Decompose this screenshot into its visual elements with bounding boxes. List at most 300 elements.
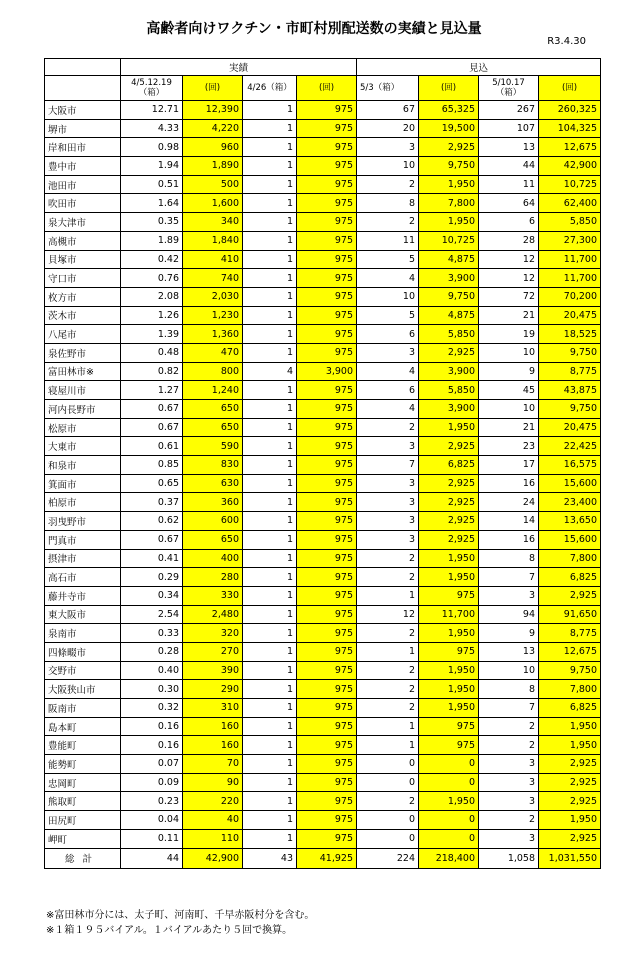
- table-row: [45, 680, 601, 699]
- cell-c4: 975: [297, 437, 357, 456]
- cell-c8: 91,650: [539, 605, 601, 624]
- cell-c3: 1: [243, 400, 297, 419]
- cell-c7: 16: [479, 530, 539, 549]
- cell-c4: 975: [297, 512, 357, 531]
- cell-c6: 11,700: [419, 605, 479, 624]
- cell-c5: 0: [357, 811, 419, 830]
- municipality-name: 泉佐野市: [45, 343, 121, 362]
- cell-c8: 104,325: [539, 119, 601, 138]
- table-row: [45, 493, 601, 512]
- cell-c8: 18,525: [539, 325, 601, 344]
- municipality-name: 岬町: [45, 829, 121, 848]
- cell-c5: 1: [357, 642, 419, 661]
- table-row: [45, 586, 601, 605]
- cell-c7: 3: [479, 773, 539, 792]
- cell-c6: 218,400: [419, 848, 479, 868]
- cell-c7: 21: [479, 306, 539, 325]
- cell-c3: 1: [243, 624, 297, 643]
- cell-c8: 2,925: [539, 829, 601, 848]
- cell-c1: 44: [121, 848, 183, 868]
- cell-c5: 4: [357, 400, 419, 419]
- cell-c5: 2: [357, 624, 419, 643]
- cell-c1: 0.48: [121, 343, 183, 362]
- cell-c3: 1: [243, 456, 297, 475]
- cell-c1: 0.33: [121, 624, 183, 643]
- cell-c7: 13: [479, 642, 539, 661]
- cell-c5: 4: [357, 362, 419, 381]
- cell-c3: 1: [243, 381, 297, 400]
- table-row: [45, 699, 601, 718]
- cell-c5: 2: [357, 175, 419, 194]
- cell-c7: 17: [479, 456, 539, 475]
- cell-c8: 42,900: [539, 157, 601, 176]
- cell-c4: 975: [297, 269, 357, 288]
- cell-c1: 0.16: [121, 736, 183, 755]
- header-actual: 実績: [121, 59, 357, 76]
- cell-c1: 0.51: [121, 175, 183, 194]
- cell-c6: 1,950: [419, 418, 479, 437]
- cell-c2: 590: [183, 437, 243, 456]
- cell-c1: 0.41: [121, 549, 183, 568]
- cell-c1: 0.37: [121, 493, 183, 512]
- municipality-name: 枚方市: [45, 287, 121, 306]
- municipality-name: 池田市: [45, 175, 121, 194]
- cell-c4: 975: [297, 568, 357, 587]
- cell-c2: 1,230: [183, 306, 243, 325]
- cell-c4: 975: [297, 699, 357, 718]
- cell-c2: 390: [183, 661, 243, 680]
- municipality-name: 門真市: [45, 530, 121, 549]
- cell-c2: 42,900: [183, 848, 243, 868]
- table-row: [45, 437, 601, 456]
- cell-c5: 2: [357, 549, 419, 568]
- municipality-name: 泉南市: [45, 624, 121, 643]
- cell-c5: 224: [357, 848, 419, 868]
- cell-c4: 975: [297, 605, 357, 624]
- cell-c5: 2: [357, 680, 419, 699]
- municipality-name: 藤井寺市: [45, 586, 121, 605]
- table-row: [45, 400, 601, 419]
- cell-c6: 9,750: [419, 157, 479, 176]
- cell-c2: 960: [183, 138, 243, 157]
- cell-c7: 10: [479, 400, 539, 419]
- cell-c4: 975: [297, 642, 357, 661]
- cell-c1: 0.34: [121, 586, 183, 605]
- cell-c8: 6,825: [539, 699, 601, 718]
- table-row: [45, 736, 601, 755]
- page-title: 高齢者向けワクチン・市町村別配送数の実績と見込量: [146, 21, 482, 37]
- cell-c6: 5,850: [419, 325, 479, 344]
- table-row: [45, 624, 601, 643]
- cell-c1: 1.89: [121, 231, 183, 250]
- cell-c7: 3: [479, 792, 539, 811]
- table-row: [45, 773, 601, 792]
- cell-c1: 0.40: [121, 661, 183, 680]
- cell-c3: 1: [243, 586, 297, 605]
- cell-c6: 975: [419, 736, 479, 755]
- cell-c8: 1,950: [539, 811, 601, 830]
- cell-c4: 975: [297, 381, 357, 400]
- cell-c2: 310: [183, 699, 243, 718]
- table-row: [45, 231, 601, 250]
- cell-c7: 72: [479, 287, 539, 306]
- cell-c2: 600: [183, 512, 243, 531]
- municipality-name: 大阪狭山市: [45, 680, 121, 699]
- cell-c1: 0.32: [121, 699, 183, 718]
- cell-c4: 975: [297, 773, 357, 792]
- cell-c5: 3: [357, 437, 419, 456]
- cell-c4: 975: [297, 549, 357, 568]
- cell-c6: 2,925: [419, 530, 479, 549]
- cell-c7: 94: [479, 605, 539, 624]
- cell-c8: 6,825: [539, 568, 601, 587]
- municipality-name: 大阪市: [45, 101, 121, 120]
- cell-c6: 2,925: [419, 343, 479, 362]
- header-apr-26-boxes: 4/26（箱）: [243, 76, 297, 101]
- cell-c1: 0.07: [121, 755, 183, 774]
- cell-c5: 2: [357, 418, 419, 437]
- cell-c1: 2.08: [121, 287, 183, 306]
- table-row: [45, 792, 601, 811]
- cell-c5: 10: [357, 157, 419, 176]
- cell-c5: 2: [357, 568, 419, 587]
- cell-c2: 160: [183, 736, 243, 755]
- cell-c3: 1: [243, 773, 297, 792]
- municipality-name: 和泉市: [45, 456, 121, 475]
- cell-c8: 20,475: [539, 418, 601, 437]
- cell-c5: 67: [357, 101, 419, 120]
- cell-c3: 1: [243, 811, 297, 830]
- cell-c1: 1.39: [121, 325, 183, 344]
- municipality-name: 総計: [45, 848, 121, 868]
- municipality-name: 高槻市: [45, 231, 121, 250]
- cell-c1: 0.65: [121, 474, 183, 493]
- cell-c2: 70: [183, 755, 243, 774]
- municipality-name: 茨木市: [45, 306, 121, 325]
- cell-c2: 1,360: [183, 325, 243, 344]
- cell-c2: 830: [183, 456, 243, 475]
- cell-c8: 2,925: [539, 586, 601, 605]
- cell-c3: 1: [243, 231, 297, 250]
- cell-c3: 1: [243, 250, 297, 269]
- cell-c6: 2,925: [419, 437, 479, 456]
- cell-c4: 975: [297, 680, 357, 699]
- cell-c4: 975: [297, 792, 357, 811]
- cell-c3: 4: [243, 362, 297, 381]
- cell-c2: 320: [183, 624, 243, 643]
- header-apr-5-19-boxes: 4/5.12.19（箱）: [121, 76, 183, 101]
- cell-c3: 1: [243, 755, 297, 774]
- cell-c1: 0.29: [121, 568, 183, 587]
- cell-c5: 20: [357, 119, 419, 138]
- cell-c2: 340: [183, 213, 243, 232]
- municipality-name: 岸和田市: [45, 138, 121, 157]
- table-row: [45, 381, 601, 400]
- table-row: [45, 157, 601, 176]
- cell-c5: 0: [357, 829, 419, 848]
- cell-c7: 7: [479, 699, 539, 718]
- cell-c6: 5,850: [419, 381, 479, 400]
- header-doses-3: (回): [419, 76, 479, 101]
- cell-c3: 1: [243, 175, 297, 194]
- header-doses-4: (回): [539, 76, 601, 101]
- municipality-name: 摂津市: [45, 549, 121, 568]
- cell-c8: 8,775: [539, 362, 601, 381]
- cell-c7: 8: [479, 680, 539, 699]
- cell-c7: 10: [479, 343, 539, 362]
- cell-c5: 3: [357, 530, 419, 549]
- cell-c7: 64: [479, 194, 539, 213]
- municipality-name: 泉大津市: [45, 213, 121, 232]
- cell-c3: 1: [243, 343, 297, 362]
- cell-c1: 0.28: [121, 642, 183, 661]
- cell-c6: 975: [419, 642, 479, 661]
- cell-c5: 1: [357, 586, 419, 605]
- cell-c7: 9: [479, 362, 539, 381]
- cell-c7: 10: [479, 661, 539, 680]
- header-column-row: [45, 76, 601, 101]
- cell-c3: 1: [243, 549, 297, 568]
- cell-c6: 2,925: [419, 138, 479, 157]
- cell-c6: 975: [419, 717, 479, 736]
- cell-c1: 0.11: [121, 829, 183, 848]
- table-row: [45, 549, 601, 568]
- cell-c5: 6: [357, 381, 419, 400]
- cell-c8: 1,950: [539, 736, 601, 755]
- cell-c5: 7: [357, 456, 419, 475]
- table-row: [45, 325, 601, 344]
- municipality-name: 能勢町: [45, 755, 121, 774]
- cell-c6: 4,875: [419, 306, 479, 325]
- header-group-row: [45, 59, 601, 76]
- cell-c6: 1,950: [419, 792, 479, 811]
- table-row: [45, 456, 601, 475]
- cell-c3: 1: [243, 642, 297, 661]
- header-doses-1: (回): [183, 76, 243, 101]
- cell-c4: 975: [297, 138, 357, 157]
- cell-c6: 7,800: [419, 194, 479, 213]
- cell-c7: 12: [479, 269, 539, 288]
- cell-c7: 107: [479, 119, 539, 138]
- cell-c6: 0: [419, 829, 479, 848]
- cell-c3: 1: [243, 605, 297, 624]
- cell-c1: 0.42: [121, 250, 183, 269]
- cell-c6: 0: [419, 811, 479, 830]
- cell-c8: 2,925: [539, 755, 601, 774]
- cell-c1: 0.67: [121, 400, 183, 419]
- cell-c1: 0.85: [121, 456, 183, 475]
- cell-c2: 1,890: [183, 157, 243, 176]
- cell-c4: 975: [297, 101, 357, 120]
- cell-c1: 12.71: [121, 101, 183, 120]
- cell-c5: 10: [357, 287, 419, 306]
- cell-c2: 110: [183, 829, 243, 848]
- cell-c3: 1: [243, 437, 297, 456]
- cell-c4: 975: [297, 343, 357, 362]
- cell-c6: 1,950: [419, 680, 479, 699]
- municipality-name: 阪南市: [45, 699, 121, 718]
- cell-c5: 6: [357, 325, 419, 344]
- table-row: [45, 605, 601, 624]
- cell-c8: 8,775: [539, 624, 601, 643]
- cell-c2: 650: [183, 418, 243, 437]
- cell-c6: 19,500: [419, 119, 479, 138]
- cell-c1: 1.26: [121, 306, 183, 325]
- table-row: [45, 568, 601, 587]
- cell-c2: 280: [183, 568, 243, 587]
- municipality-name: 吹田市: [45, 194, 121, 213]
- table-row: [45, 661, 601, 680]
- cell-c6: 975: [419, 586, 479, 605]
- cell-c1: 0.98: [121, 138, 183, 157]
- table-row: [45, 213, 601, 232]
- table-row: [45, 829, 601, 848]
- cell-c8: 43,875: [539, 381, 601, 400]
- cell-c1: 4.33: [121, 119, 183, 138]
- cell-c1: 0.67: [121, 530, 183, 549]
- cell-c4: 975: [297, 213, 357, 232]
- cell-c3: 1: [243, 213, 297, 232]
- total-row: [45, 848, 601, 868]
- header-may-10-17-boxes: 5/10.17（箱）: [479, 76, 539, 101]
- municipality-name: 堺市: [45, 119, 121, 138]
- cell-c1: 0.23: [121, 792, 183, 811]
- cell-c8: 7,800: [539, 680, 601, 699]
- cell-c7: 3: [479, 755, 539, 774]
- cell-c8: 7,800: [539, 549, 601, 568]
- cell-c8: 15,600: [539, 530, 601, 549]
- municipality-name: 交野市: [45, 661, 121, 680]
- cell-c3: 1: [243, 512, 297, 531]
- municipality-name: 貝塚市: [45, 250, 121, 269]
- cell-c3: 1: [243, 119, 297, 138]
- cell-c2: 160: [183, 717, 243, 736]
- table-row: [45, 138, 601, 157]
- cell-c2: 290: [183, 680, 243, 699]
- cell-c3: 1: [243, 138, 297, 157]
- cell-c7: 16: [479, 474, 539, 493]
- footnotes: [46, 908, 314, 938]
- cell-c8: 15,600: [539, 474, 601, 493]
- cell-c8: 260,325: [539, 101, 601, 120]
- cell-c6: 3,900: [419, 362, 479, 381]
- cell-c8: 11,700: [539, 269, 601, 288]
- cell-c7: 267: [479, 101, 539, 120]
- cell-c4: 975: [297, 829, 357, 848]
- table-row: [45, 755, 601, 774]
- header-blank: [45, 59, 121, 76]
- table-row: [45, 530, 601, 549]
- cell-c7: 14: [479, 512, 539, 531]
- municipality-name: 熊取町: [45, 792, 121, 811]
- cell-c7: 6: [479, 213, 539, 232]
- cell-c5: 12: [357, 605, 419, 624]
- cell-c7: 2: [479, 736, 539, 755]
- cell-c8: 9,750: [539, 661, 601, 680]
- municipality-name: 羽曳野市: [45, 512, 121, 531]
- cell-c5: 3: [357, 474, 419, 493]
- cell-c4: 975: [297, 306, 357, 325]
- cell-c4: 975: [297, 175, 357, 194]
- table-row: [45, 343, 601, 362]
- cell-c3: 1: [243, 829, 297, 848]
- header-municipality: [45, 76, 121, 101]
- cell-c7: 8: [479, 549, 539, 568]
- cell-c2: 800: [183, 362, 243, 381]
- cell-c6: 1,950: [419, 568, 479, 587]
- cell-c4: 975: [297, 811, 357, 830]
- table-row: [45, 119, 601, 138]
- cell-c7: 12: [479, 250, 539, 269]
- cell-c8: 9,750: [539, 343, 601, 362]
- municipality-name: 島本町: [45, 717, 121, 736]
- municipality-name: 豊中市: [45, 157, 121, 176]
- table-row: [45, 362, 601, 381]
- cell-c1: 0.09: [121, 773, 183, 792]
- cell-c3: 1: [243, 736, 297, 755]
- cell-c6: 0: [419, 773, 479, 792]
- cell-c8: 12,675: [539, 138, 601, 157]
- cell-c3: 1: [243, 474, 297, 493]
- cell-c2: 650: [183, 400, 243, 419]
- cell-c2: 400: [183, 549, 243, 568]
- cell-c4: 975: [297, 157, 357, 176]
- cell-c7: 21: [479, 418, 539, 437]
- cell-c3: 1: [243, 269, 297, 288]
- cell-c5: 2: [357, 699, 419, 718]
- cell-c5: 0: [357, 773, 419, 792]
- cell-c4: 975: [297, 231, 357, 250]
- cell-c3: 43: [243, 848, 297, 868]
- cell-c8: 1,950: [539, 717, 601, 736]
- municipality-name: 田尻町: [45, 811, 121, 830]
- cell-c2: 500: [183, 175, 243, 194]
- table-row: [45, 175, 601, 194]
- cell-c5: 1: [357, 717, 419, 736]
- cell-c8: 70,200: [539, 287, 601, 306]
- cell-c6: 2,925: [419, 493, 479, 512]
- table-row: [45, 418, 601, 437]
- cell-c5: 5: [357, 306, 419, 325]
- footnote-2: ※１箱１９５バイアル。１バイアルあたり５回で換算。: [46, 925, 293, 936]
- cell-c1: 0.30: [121, 680, 183, 699]
- municipality-name: 東大阪市: [45, 605, 121, 624]
- cell-c1: 1.94: [121, 157, 183, 176]
- cell-c6: 1,950: [419, 213, 479, 232]
- cell-c6: 1,950: [419, 661, 479, 680]
- cell-c8: 22,425: [539, 437, 601, 456]
- cell-c2: 650: [183, 530, 243, 549]
- cell-c7: 19: [479, 325, 539, 344]
- cell-c4: 975: [297, 624, 357, 643]
- cell-c7: 1,058: [479, 848, 539, 868]
- cell-c1: 0.82: [121, 362, 183, 381]
- table-row: [45, 269, 601, 288]
- cell-c3: 1: [243, 717, 297, 736]
- table-row: [45, 287, 601, 306]
- cell-c4: 975: [297, 755, 357, 774]
- cell-c6: 2,925: [419, 474, 479, 493]
- cell-c2: 270: [183, 642, 243, 661]
- cell-c8: 13,650: [539, 512, 601, 531]
- cell-c2: 470: [183, 343, 243, 362]
- cell-c2: 1,600: [183, 194, 243, 213]
- cell-c3: 1: [243, 306, 297, 325]
- municipality-name: 富田林市※: [45, 362, 121, 381]
- cell-c6: 4,875: [419, 250, 479, 269]
- cell-c8: 2,925: [539, 792, 601, 811]
- cell-c4: 975: [297, 736, 357, 755]
